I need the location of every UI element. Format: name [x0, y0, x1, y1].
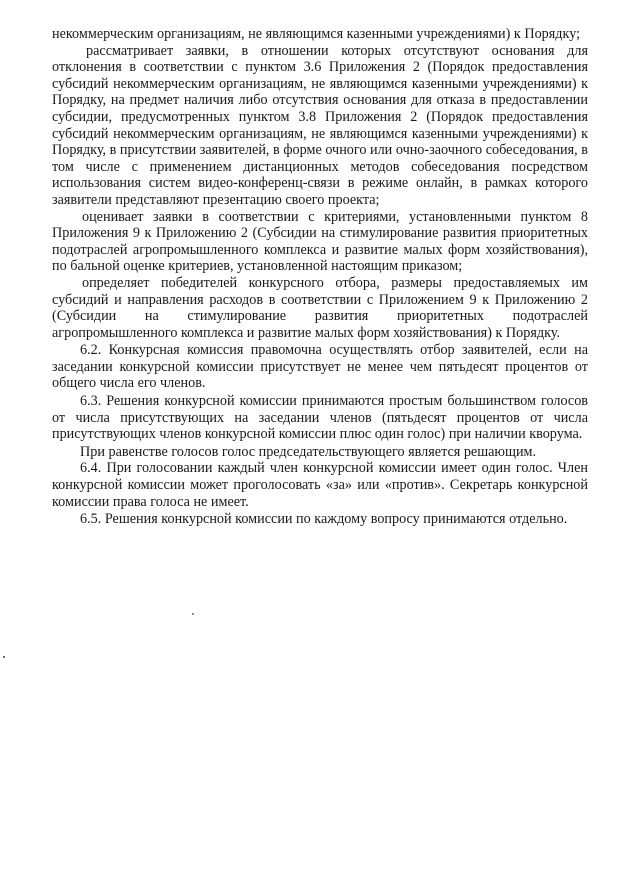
paragraph-6-3: 6.3. Решения конкурсной комиссии принимаются простым большинством голосов от числа присутствующих на заседании членов (пятьдесят процентов от числа присутствующих членов конкурсной комиссии плюс один голос) при наличии кворума. [52, 393, 588, 443]
paragraph-6-4: 6.4. При голосовании каждый член конкурсной комиссии имеет один голос. Член конкурсной комиссии может проголосовать «за» или «против». Секретарь конкурсной комиссии права голоса не имеет. [52, 460, 588, 510]
scan-mark [3, 656, 5, 658]
paragraph-tie-vote: При равенстве голосов голос председательствующего является решающим. [80, 443, 537, 460]
paragraph-reviews-applications: рассматривает заявки, в отношении которых отсутствуют основания для отклонения в соответствии с пунктом 3.6 Приложения 2 (Порядок предоставления субсидий некоммерческим организациям, не являющимся казенными учреждениями) к Порядку, на предмет наличия либо отсутствия основания для отказа в предоставлении субсидии, предусмотренных пунктом 3.8 Приложения 2 (Порядок предоставления субсидий некоммерческим организациям, не являющимся казенными учреждениями) к Порядку, в присутствии заявителей, в форме очного или очно-заочного собеседования, в том числе с применением дистанционных методов собеседования посредством использования систем видео-конференц-связи в режиме онлайн, в рамках которого заявители представляют презентацию своего проекта; [52, 42, 588, 208]
document-body [52, 26, 588, 528]
paragraph-determines-winners: определяет победителей конкурсного отбора, размеры предоставляемых им субсидий и направления расходов в соответствии с Приложением 9 к Приложению 2 (Субсидии на стимулирование развития приоритетных подотраслей агропромышленного комплекса и развитие малых форм хозяйствования) к Порядку. [52, 274, 588, 341]
paragraph-6-2: 6.2. Конкурсная комиссия правомочна осуществлять отбор заявителей, если на заседании конкурсной комиссии присутствует не менее чем пятьдесят процентов от общего числа его членов. [52, 342, 588, 392]
paragraph-6-5: 6.5. Решения конкурсной комиссии по каждому вопросу принимаются отдельно. [80, 511, 568, 528]
paragraph-continuation: некоммерческим организациям, не являющимся казенными учреждениями) к Порядку; [52, 26, 581, 42]
paragraph-evaluates-applications: оценивает заявки в соответствии с критериями, установленными пунктом 8 Приложения 9 к Приложению 2 (Субсидии на стимулирование развития приоритетных подотраслей агропромышленного комплекса и развитие малых форм хозяйствования), по бальной оценке критериев, установленной настоящим приказом; [52, 208, 588, 275]
scan-speck [192, 613, 194, 615]
